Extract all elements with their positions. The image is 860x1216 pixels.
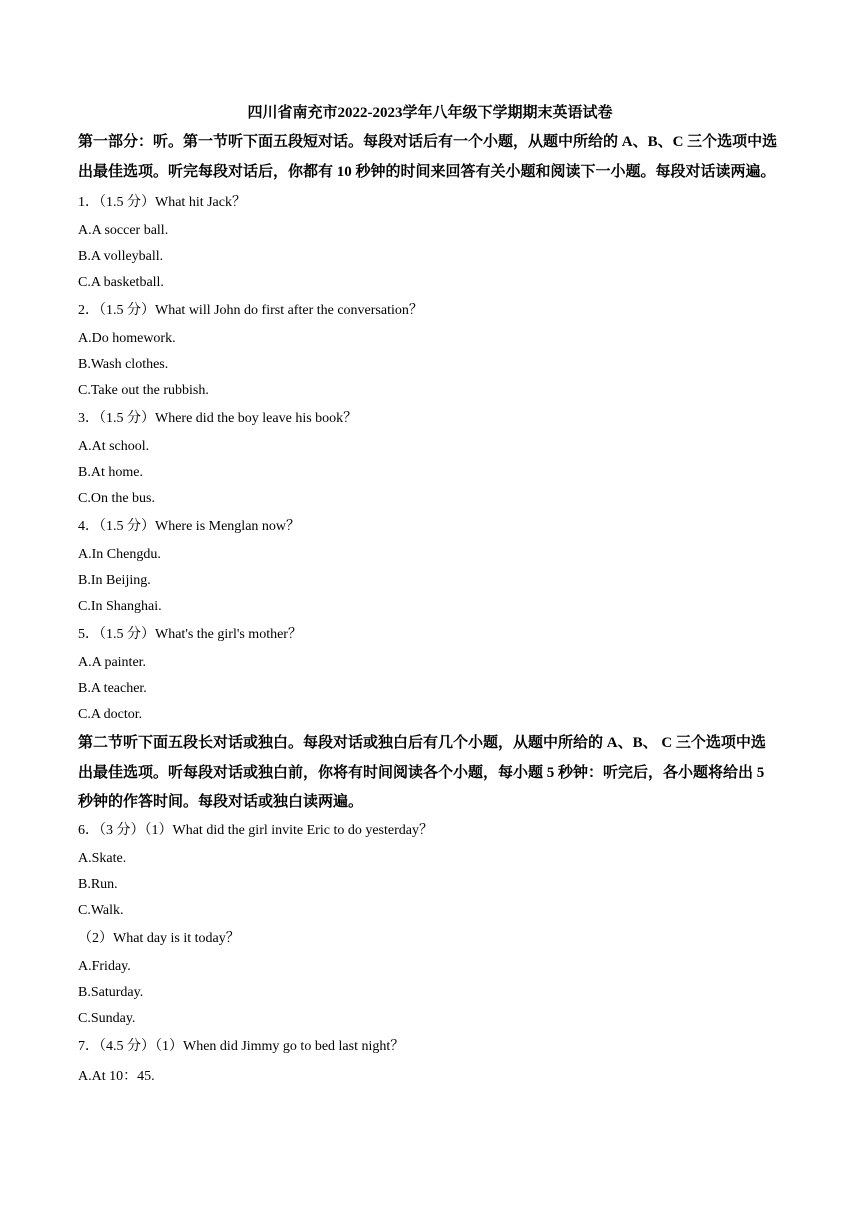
- question-line: 5．（1.5 分）What's the girl's mother？: [78, 627, 302, 642]
- question-line: B.A teacher.: [78, 681, 147, 696]
- question-line: A.Friday.: [78, 959, 131, 974]
- page-title: 四川省南充市2022-2023学年八年级下学期期末英语试卷: [247, 105, 613, 121]
- question-line: B.Saturday.: [78, 985, 144, 1000]
- question-line: A.A painter.: [78, 655, 147, 670]
- question-line: B.A volleyball.: [78, 249, 164, 264]
- question-line: C.In Shanghai.: [78, 599, 162, 614]
- question-line: A.A soccer ball.: [78, 223, 169, 238]
- question-line: C.Take out the rubbish.: [78, 383, 209, 398]
- question-line: A.In Chengdu.: [78, 547, 161, 562]
- question-line: B.Wash clothes.: [78, 357, 169, 372]
- question-line: A.Do homework.: [78, 331, 176, 346]
- question-line: A.Skate.: [78, 851, 127, 866]
- question-line: C.A doctor.: [78, 707, 143, 722]
- section-instruction-line: 第一部分：听。第一节听下面五段短对话。每段对话后有一个小题，从题中所给的 A、B、C 三个选项中选: [78, 134, 778, 150]
- question-line: A.At school.: [78, 439, 150, 454]
- question-line: C.Sunday.: [78, 1011, 136, 1026]
- question-line: 7．（4.5 分）（1）When did Jimmy go to bed last night？: [78, 1039, 405, 1054]
- question-line: B.Run.: [78, 877, 118, 892]
- section-instruction-line: 第二节听下面五段长对话或独白。每段对话或独白后有几个小题，从题中所给的 A、B、 C 三个选项中选: [78, 735, 766, 751]
- question-line: 2．（1.5 分）What will John do first after the conversation？: [78, 303, 423, 318]
- question-line: （2）What day is it today？: [78, 931, 240, 946]
- section-instruction-line: 秒钟的作答时间。每段对话或独白读两遍。: [78, 794, 364, 810]
- question-line: A.At 10：45.: [78, 1069, 155, 1084]
- question-line: B.At home.: [78, 465, 143, 480]
- question-line: 4．（1.5 分）Where is Menglan now？: [78, 519, 301, 534]
- question-line: C.Walk.: [78, 903, 124, 918]
- question-line: 6．（3 分）（1）What did the girl invite Eric to do yesterday？: [78, 823, 433, 838]
- section-instruction-line: 出最佳选项。听每段对话或独白前，你将有时间阅读各个小题，每小题 5 秒钟：听完后，各小题将给出 5: [78, 765, 765, 781]
- question-line: C.On the bus.: [78, 491, 155, 506]
- section-instruction-line: 出最佳选项。听完每段对话后，你都有 10 秒钟的时间来回答有关小题和阅读下一小题。每段对话读两遍。: [78, 164, 776, 180]
- question-line: 1．（1.5 分）What hit Jack？: [78, 195, 246, 210]
- question-line: C.A basketball.: [78, 275, 164, 290]
- question-line: B.In Beijing.: [78, 573, 151, 588]
- question-line: 3．（1.5 分）Where did the boy leave his book？: [78, 411, 358, 426]
